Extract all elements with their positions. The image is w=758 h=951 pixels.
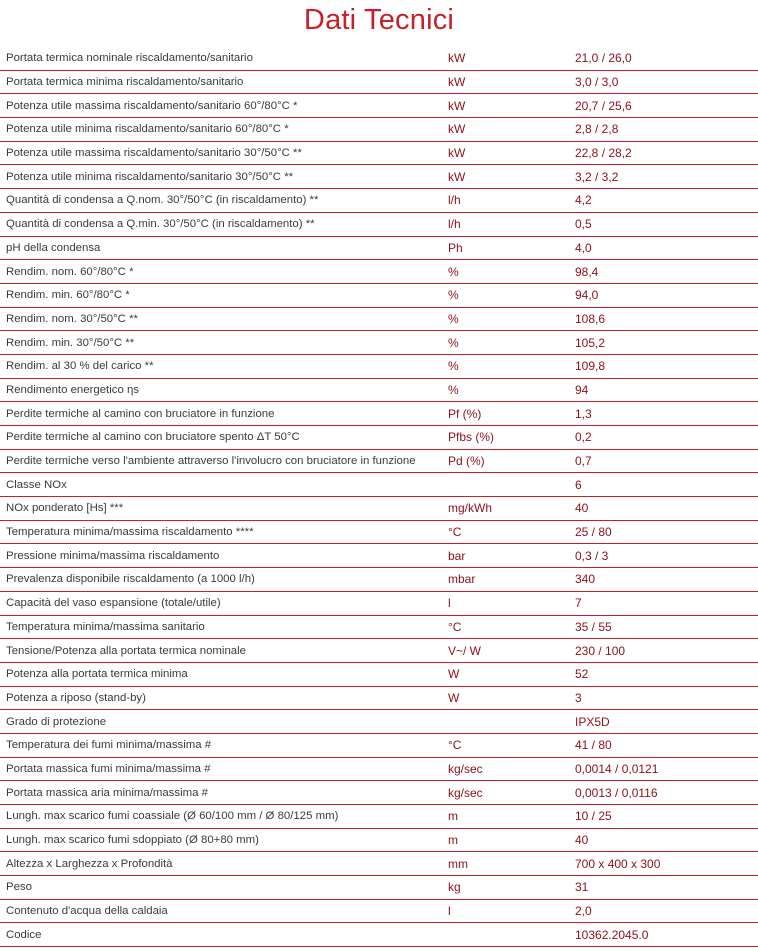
table-row xyxy=(0,923,758,947)
spec-label: Rendimento energetico ηs xyxy=(6,383,139,396)
table-row xyxy=(0,544,758,568)
table-row xyxy=(0,497,758,521)
spec-unit: V~/ W xyxy=(448,643,482,658)
spec-label: Prevalenza disponibile riscaldamento (a 1000 l/h) xyxy=(6,573,255,586)
spec-unit: mm xyxy=(448,856,468,871)
spec-value: 3,0 / 3,0 xyxy=(575,75,619,90)
spec-value: 10362.2045.0 xyxy=(575,927,649,942)
spec-label: Perdite termiche verso l'ambiente attraverso l'involucro con bruciatore in funzione xyxy=(6,455,416,468)
spec-unit: % xyxy=(448,359,459,374)
spec-value: 109,8 xyxy=(575,359,606,374)
table-row xyxy=(0,118,758,142)
spec-label: Contenuto d'acqua della caldaia xyxy=(6,905,168,918)
spec-unit: °C xyxy=(448,619,462,634)
spec-value: IPX5D xyxy=(575,714,610,729)
table-row xyxy=(0,781,758,805)
spec-value: 700 x 400 x 300 xyxy=(575,856,661,871)
spec-unit: W xyxy=(448,667,460,682)
spec-unit: % xyxy=(448,311,459,326)
spec-value: 340 xyxy=(575,572,596,587)
spec-value: 230 / 100 xyxy=(575,643,626,658)
spec-value: 6 xyxy=(575,477,582,492)
spec-label: Portata termica minima riscaldamento/sanitario xyxy=(6,76,244,89)
spec-label: Rendim. al 30 % del carico ** xyxy=(6,360,154,373)
spec-value: 0,5 xyxy=(575,217,592,232)
table-row xyxy=(0,142,758,166)
spec-unit: m xyxy=(448,833,458,848)
spec-unit: Pd (%) xyxy=(448,454,485,469)
spec-label: Tensione/Potenza alla portata termica nominale xyxy=(6,644,246,657)
spec-value: 0,0014 / 0,0121 xyxy=(575,761,659,776)
spec-unit: % xyxy=(448,288,459,303)
spec-value: 2,8 / 2,8 xyxy=(575,122,619,137)
spec-unit: kW xyxy=(448,75,466,90)
spec-value: 4,0 xyxy=(575,240,592,255)
spec-unit: l xyxy=(448,904,451,919)
spec-value: 98,4 xyxy=(575,264,599,279)
spec-label: Perdite termiche al camino con bruciatore in funzione xyxy=(6,407,275,420)
spec-unit: % xyxy=(448,335,459,350)
spec-unit: kW xyxy=(448,146,466,161)
spec-label: Portata termica nominale riscaldamento/sanitario xyxy=(6,52,253,65)
table-row xyxy=(0,308,758,332)
spec-label: Pressione minima/massima riscaldamento xyxy=(6,549,220,562)
spec-unit: l xyxy=(448,596,451,611)
spec-value: 0,0013 / 0,0116 xyxy=(575,785,658,800)
table-row xyxy=(0,47,758,71)
spec-unit: % xyxy=(448,264,459,279)
spec-label: Quantità di condensa a Q.nom. 30°/50°C (in riscaldamento) ** xyxy=(6,194,319,207)
table-row xyxy=(0,876,758,900)
spec-unit: Pfbs (%) xyxy=(448,430,495,445)
spec-label: Perdite termiche al camino con bruciatore spento ΔT 50°C xyxy=(6,431,300,444)
spec-unit: mg/kWh xyxy=(448,501,493,516)
spec-value: 3,2 / 3,2 xyxy=(575,169,619,184)
table-row xyxy=(0,402,758,426)
table-row xyxy=(0,213,758,237)
spec-unit: mbar xyxy=(448,572,476,587)
spec-label: Rendim. nom. 30°/50°C ** xyxy=(6,312,138,325)
table-row xyxy=(0,852,758,876)
spec-value: 40 xyxy=(575,501,589,516)
table-row xyxy=(0,758,758,782)
spec-value: 3 xyxy=(575,690,582,705)
spec-value: 22,8 / 28,2 xyxy=(575,146,632,161)
spec-label: Quantità di condensa a Q.min. 30°/50°C (in riscaldamento) ** xyxy=(6,218,315,231)
table-row xyxy=(0,237,758,261)
spec-unit: kg/sec xyxy=(448,785,483,800)
spec-value: 10 / 25 xyxy=(575,809,612,824)
table-row xyxy=(0,189,758,213)
spec-value: 21,0 / 26,0 xyxy=(575,51,632,66)
table-row xyxy=(0,734,758,758)
spec-value: 1,3 xyxy=(575,406,592,421)
spec-label: Potenza a riposo (stand-by) xyxy=(6,691,146,704)
table-row xyxy=(0,710,758,734)
spec-label: Potenza utile massima riscaldamento/sanitario 60°/80°C * xyxy=(6,99,298,112)
spec-unit: Ph xyxy=(448,240,463,255)
spec-unit: % xyxy=(448,382,459,397)
spec-value: 41 / 80 xyxy=(575,738,612,753)
table-row xyxy=(0,663,758,687)
spec-unit: °C xyxy=(448,738,462,753)
spec-label: Peso xyxy=(6,881,32,894)
spec-label: Potenza utile minima riscaldamento/sanitario 60°/80°C * xyxy=(6,123,289,136)
spec-unit: kW xyxy=(448,98,466,113)
spec-label: Classe NOx xyxy=(6,478,67,491)
spec-label: Temperatura minima/massima riscaldamento **** xyxy=(6,526,254,539)
spec-unit: Pf (%) xyxy=(448,406,482,421)
table-row xyxy=(0,284,758,308)
spec-value: 108,6 xyxy=(575,311,606,326)
page-title: Dati Tecnici xyxy=(303,4,455,36)
spec-label: Rendim. min. 60°/80°C * xyxy=(6,289,130,302)
table-row xyxy=(0,355,758,379)
spec-label: Temperatura minima/massima sanitario xyxy=(6,620,205,633)
spec-unit: bar xyxy=(448,548,466,563)
spec-label: Potenza alla portata termica minima xyxy=(6,668,188,681)
spec-table xyxy=(0,47,758,947)
spec-value: 20,7 / 25,6 xyxy=(575,98,632,113)
table-row xyxy=(0,450,758,474)
spec-value: 0,3 / 3 xyxy=(575,548,609,563)
spec-unit: °C xyxy=(448,525,462,540)
table-row xyxy=(0,71,758,95)
table-row xyxy=(0,165,758,189)
spec-label: Codice xyxy=(6,928,42,941)
spec-label: Temperatura dei fumi minima/massima # xyxy=(6,739,212,752)
spec-value: 31 xyxy=(575,880,589,895)
spec-value: 40 xyxy=(575,833,589,848)
spec-value: 52 xyxy=(575,667,589,682)
spec-label: Grado di protezione xyxy=(6,715,107,728)
table-row xyxy=(0,94,758,118)
spec-unit: W xyxy=(448,690,460,705)
table-row xyxy=(0,639,758,663)
spec-label: Rendim. min. 30°/50°C ** xyxy=(6,336,135,349)
spec-value: 0,7 xyxy=(575,454,592,469)
spec-value: 0,2 xyxy=(575,430,592,445)
spec-label: Lungh. max scarico fumi coassiale (Ø 60/100 mm / Ø 80/125 mm) xyxy=(6,810,339,823)
table-row xyxy=(0,521,758,545)
spec-value: 35 / 55 xyxy=(575,619,612,634)
spec-unit: kW xyxy=(448,169,466,184)
table-row xyxy=(0,568,758,592)
spec-label: Capacità del vaso espansione (totale/utile) xyxy=(6,597,221,610)
table-row xyxy=(0,805,758,829)
table-row xyxy=(0,426,758,450)
spec-unit: l/h xyxy=(448,193,461,208)
spec-value: 4,2 xyxy=(575,193,592,208)
spec-label: Lungh. max scarico fumi sdoppiato (Ø 80+80 mm) xyxy=(6,834,259,847)
spec-label: Potenza utile minima riscaldamento/sanitario 30°/50°C ** xyxy=(6,170,294,183)
spec-value: 25 / 80 xyxy=(575,525,612,540)
spec-value: 105,2 xyxy=(575,335,606,350)
table-row xyxy=(0,616,758,640)
table-row xyxy=(0,687,758,711)
table-row xyxy=(0,379,758,403)
table-row xyxy=(0,473,758,497)
spec-value: 2,0 xyxy=(575,904,592,919)
spec-label: Altezza x Larghezza x Profondità xyxy=(6,857,173,870)
table-row xyxy=(0,331,758,355)
table-row xyxy=(0,829,758,853)
spec-unit: m xyxy=(448,809,458,824)
spec-value: 94,0 xyxy=(575,288,599,303)
spec-label: Portata massica aria minima/massima # xyxy=(6,786,208,799)
spec-unit: kW xyxy=(448,51,466,66)
spec-unit: kW xyxy=(448,122,466,137)
spec-label: Rendim. nom. 60°/80°C * xyxy=(6,265,134,278)
spec-unit: kg/sec xyxy=(448,761,483,776)
spec-unit: kg xyxy=(448,880,461,895)
table-row xyxy=(0,592,758,616)
spec-unit: l/h xyxy=(448,217,461,232)
spec-label: Portata massica fumi minima/massima # xyxy=(6,762,211,775)
spec-label: NOx ponderato [Hs] *** xyxy=(6,502,124,515)
table-row xyxy=(0,900,758,924)
spec-label: Potenza utile massima riscaldamento/sanitario 30°/50°C ** xyxy=(6,147,302,160)
spec-value: 7 xyxy=(575,596,582,611)
table-row xyxy=(0,260,758,284)
spec-label: pH della condensa xyxy=(6,241,101,254)
spec-value: 94 xyxy=(575,382,589,397)
